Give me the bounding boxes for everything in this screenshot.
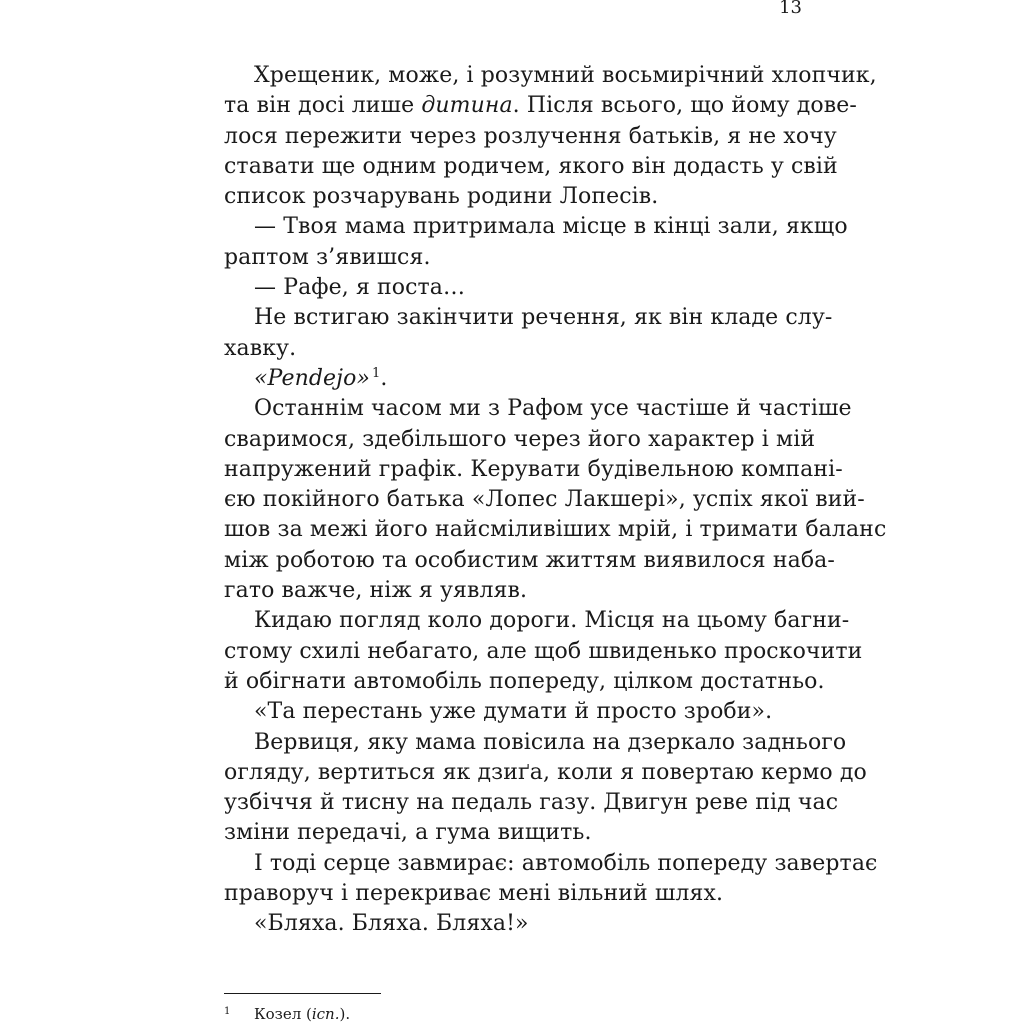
footnote xyxy=(224,1002,350,1024)
text-line: Кидаю погляд коло дороги. Місця на цьому багни- xyxy=(254,608,850,634)
footnote-divider xyxy=(224,993,381,994)
text-line xyxy=(224,364,800,394)
text-line: «Бляха. Бляха. Бляха!» xyxy=(254,911,529,937)
body-text xyxy=(224,61,887,940)
footnote-text: Козел ( xyxy=(254,1005,312,1023)
text-line: ставати ще одним родичем, якого він додасть у свій xyxy=(224,153,838,179)
text-run: . xyxy=(380,365,388,391)
text-line: Останнім часом ми з Рафом усе частіше й частіше xyxy=(254,396,852,422)
text-line: узбіччя й тисну на педаль газу. Двигун реве під час xyxy=(224,790,839,816)
text-line: — Твоя мама притримала місце в кінці зали, якщо xyxy=(254,214,848,240)
text-line: праворуч і перекриває мені вільний шлях. xyxy=(224,881,724,907)
text-run: та він досі лише xyxy=(224,93,422,119)
footnote-reference: 1 xyxy=(372,365,381,381)
text-run: . Після всього, що йому дове- xyxy=(512,93,857,119)
text-line: між роботою та особистим життям виявилося наба- xyxy=(224,547,835,573)
text-line: «Та перестань уже думати й просто зроби». xyxy=(254,699,773,725)
italic-word: дитина xyxy=(421,93,513,119)
text-line: Не встигаю закінчити речення, як він кладе слу- xyxy=(254,305,833,331)
italic-word: «Pendejo» xyxy=(254,365,370,391)
text-line: лося пережити через розлучення батьків, я не хочу xyxy=(224,123,837,149)
text-line: шов за межі його найсміливіших мрій, і тримати баланс xyxy=(224,517,887,543)
text-line: список розчарувань родини Лопесів. xyxy=(224,184,659,210)
footnote-text-end: ). xyxy=(339,1005,351,1023)
page-number: 13 xyxy=(779,0,802,18)
text-line: й обігнати автомобіль попереду, цілком достатньо. xyxy=(224,668,825,694)
text-line: огляду, вертиться як дзиґа, коли я повертаю кермо до xyxy=(224,759,867,785)
text-line: єю покійного батька «Лопес Лакшері», успіх якої вий- xyxy=(224,487,865,513)
footnote-abbreviation: ісп. xyxy=(311,1005,340,1023)
text-line: стому схилі небагато, але щоб швиденько проскочити xyxy=(224,638,863,664)
text-line: Вервиця, яку мама повісила на дзеркало заднього xyxy=(254,729,847,755)
text-line: раптом з’явишся. xyxy=(224,244,431,270)
text-line xyxy=(224,91,857,121)
text-line: Хрещеник, може, і розумний восьмирічний хлопчик, xyxy=(254,63,877,88)
text-line: гато важче, ніж я уявляв. xyxy=(224,578,528,604)
text-line: напружений графік. Керувати будівельною компані- xyxy=(224,456,843,482)
footnote-mark: 1 xyxy=(224,1006,231,1017)
text-line: І тоді серце завмирає: автомобіль попереду завертає xyxy=(254,850,878,876)
text-line: — Рафе, я поста… xyxy=(254,275,466,301)
text-line: хавку. xyxy=(224,335,297,361)
text-line: сваримося, здебільшого через його характер і мій xyxy=(224,426,816,452)
text-line: зміни передачі, а гума вищить. xyxy=(224,820,592,846)
